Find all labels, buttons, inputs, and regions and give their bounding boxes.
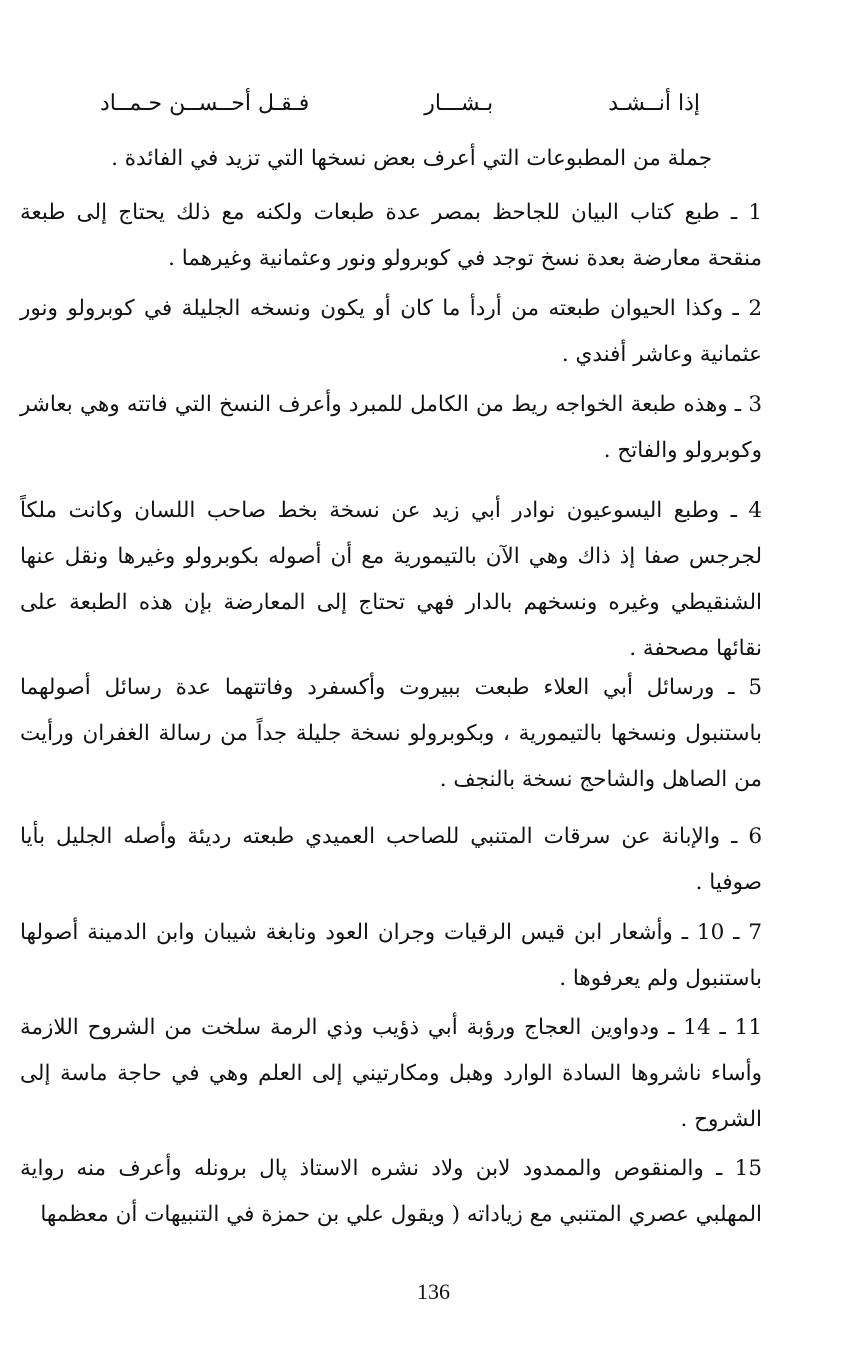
list-item-15 (20, 1146, 762, 1238)
verse-part-1: إذا أنــشـد (608, 91, 700, 116)
list-item-text: 11 ـ 14 ـ ودواوين العجاج ورؤبة أبي ذؤيب وذي الرمة سلخت من الشروح اللازمة وأساء ناشروها السادة الوارد وهبل ومكارتيني إلى العلم وهي في حاجة ماسة إلى الشروح . (20, 1015, 762, 1132)
list-heading: جملة من المطبوعات التي أعرف بعض نسخها التي تزيد في الفائدة . (111, 146, 712, 171)
list-item-2 (20, 286, 762, 378)
list-item-text: 5 ـ ورسائل أبي العلاء طبعت ببيروت وأكسفرد وفاتتهما عدة رسائل أصولهما باستنبول ونسخها بالتيمورية ، وبكوبرولو نسخة جليلة جداً من رسالة الغفران ورأيت من الصاهل والشاحج نسخة بالنجف . (20, 675, 762, 792)
list-item-3 (20, 382, 762, 474)
page-number: 136 (417, 1279, 450, 1304)
list-item-5 (20, 665, 762, 803)
list-item-1 (20, 190, 762, 282)
list-item-text: 7 ـ 10 ـ وأشعار ابن قيس الرقيات وجران العود ونابغة شيبان وابن الدمينة أصولها باستنبول ولم يعرفوها . (20, 920, 762, 991)
list-item-text: 2 ـ وكذا الحيوان طبعته من أردأ ما كان أو يكون ونسخه الجليلة في كوبرولو ونور عثمانية وعاشر أفندي . (20, 296, 762, 367)
verse-part-3: فـقـل أحــســن حـمــاد (100, 91, 310, 116)
list-item-7-10 (20, 910, 762, 1002)
poem-verse-line (100, 82, 700, 126)
list-item-text: 1 ـ طبع كتاب البيان للجاحظ بمصر عدة طبعات ولكنه مع ذلك يحتاج إلى طبعة منقحة معارضة بعدة نسخ توجد في كوبرولو ونور وعثمانية وغيرهما . (20, 200, 762, 271)
list-item-text: 6 ـ والإبانة عن سرقات المتنبي للصاحب العميدي طبعته رديئة وأصله الجليل بأيا صوفيا . (20, 824, 762, 895)
list-item-text: 4 ـ وطبع اليسوعيون نوادر أبي زيد عن نسخة بخط صاحب اللسان وكانت ملكاً لجرجس صفا إذ ذاك وهي الآن بالتيمورية مع أن أصوله بكوبرولو وغيرها ونقل عنها الشنقيطي وغيره ونسخهم بالدار فهي تحتاج إلى المعارضة بإن هذه الطبعة على نقائها مصحفة . (20, 498, 762, 661)
list-item-4 (20, 488, 762, 672)
list-item-11-14 (20, 1005, 762, 1143)
list-item-text: 15 ـ والمنقوص والممدود لابن ولاد نشره الاستاذ پال برونله وأعرف منه رواية المهلبي عصري المتنبي مع زياداته ( ويقول علي بن حمزة في التنبيهات أن معظمها (20, 1156, 762, 1227)
list-item-6 (20, 814, 762, 906)
list-item-text: 3 ـ وهذه طبعة الخواجه ريط من الكامل للمبرد وأعرف النسخ التي فاتته وهي بعاشر وكوبرولو والفاتح . (20, 392, 762, 463)
verse-part-2: بـشـــار (424, 91, 494, 116)
